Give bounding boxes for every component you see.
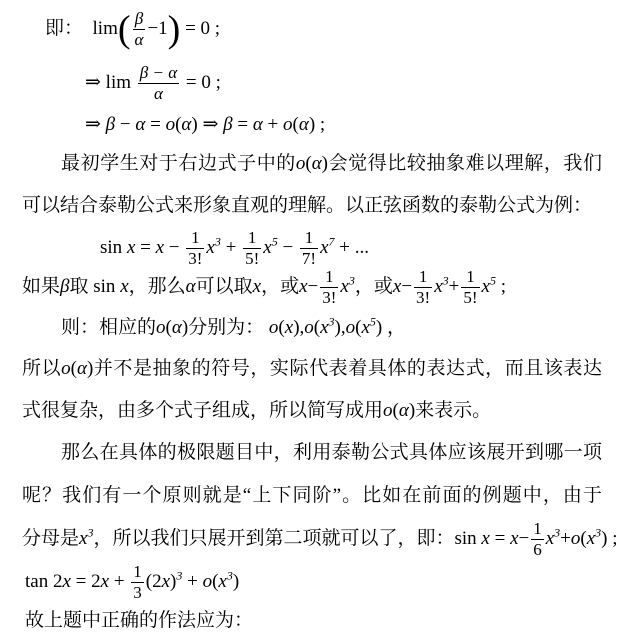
fraction — [186, 228, 204, 269]
text-run: 如果 — [22, 276, 61, 297]
math-run: = — [489, 528, 511, 549]
math-run: (2 — [145, 571, 162, 592]
math-run: x — [120, 276, 129, 297]
math-run: α — [76, 358, 87, 379]
math-run: = 0 ; — [180, 18, 221, 39]
math-run: ( — [278, 317, 285, 338]
math-run: ( — [305, 153, 312, 174]
math-run: = — [232, 114, 253, 135]
math-run: x — [481, 528, 490, 549]
math-run: x — [252, 276, 262, 297]
math-run: x — [392, 276, 402, 297]
math-run: = — [135, 237, 156, 258]
math-run: + — [109, 571, 130, 592]
math-run: α — [135, 114, 146, 135]
superscript: 5 — [271, 234, 278, 249]
fraction-numerator: 1 — [304, 228, 314, 248]
superscript: 3 — [348, 273, 355, 288]
math-run: o — [295, 153, 306, 174]
fraction-denominator: 3! — [188, 249, 203, 269]
math-run: ( — [117, 8, 131, 51]
math-run: x — [126, 237, 136, 258]
math-run: ) — [375, 317, 387, 338]
math-run: − — [518, 528, 530, 549]
math-run: β — [223, 114, 233, 135]
fraction-denominator: 6 — [533, 540, 542, 560]
math-run: o — [156, 317, 166, 338]
math-run: ) ; — [308, 114, 326, 135]
fraction-numerator: 1 — [533, 519, 542, 539]
text-run: 并不是抽象的符号，实际代表着具体的表达式，而且该表达 — [93, 358, 602, 379]
math-run: β — [105, 114, 116, 135]
math-run: ; — [495, 276, 506, 297]
fraction-numerator: 1 — [191, 228, 200, 248]
math-run: α — [171, 317, 182, 338]
math-run: o — [61, 358, 71, 379]
fraction — [131, 562, 144, 603]
fraction-numerator: 1 — [466, 267, 475, 287]
text-run: ，那么 — [128, 276, 186, 297]
math-run: = 0 ; — [181, 72, 221, 93]
math-run: x — [263, 237, 272, 258]
math-run: −1 — [147, 18, 168, 39]
math-run: ( — [580, 528, 587, 549]
math-run: o — [268, 317, 279, 338]
fraction-denominator: 7! — [301, 249, 317, 269]
math-run: α — [181, 114, 192, 135]
math-run: ( — [212, 571, 219, 592]
fraction-numerator: 1 — [247, 228, 257, 248]
text-run: 会觉得比较抽象难以理解，我们 — [328, 153, 602, 174]
math-run: ) ⇒ — [191, 114, 224, 135]
superscript: 3 — [214, 234, 221, 249]
text-run: ，或 — [261, 276, 300, 297]
math-run: ) — [232, 571, 240, 592]
math-run: o — [202, 571, 213, 592]
math-run: + — [448, 276, 460, 297]
fraction — [243, 228, 261, 269]
math-run: ( — [70, 358, 77, 379]
paragraph-line-shihen — [22, 399, 491, 423]
text-run: ，或 — [354, 276, 393, 297]
math-run: o — [304, 317, 314, 338]
math-run: + — [560, 528, 571, 549]
text-run: 来表示。 — [415, 400, 492, 421]
math-run: ⇒ lim — [85, 72, 136, 93]
math-run: α — [185, 276, 196, 297]
fraction-numerator: β — [134, 9, 144, 29]
math-run: tan 2 — [25, 571, 63, 592]
math-run: o — [283, 114, 293, 135]
math-run: sin — [100, 237, 127, 258]
math-run: − — [277, 237, 298, 258]
fraction — [320, 267, 338, 308]
math-run: α — [398, 400, 409, 421]
text-run: ， — [386, 317, 406, 338]
paragraph-line-name — [22, 441, 602, 465]
text-run: 故上题中正确的作法应为： — [25, 610, 254, 631]
math-run: ( — [313, 317, 321, 338]
math-run: x — [62, 571, 71, 592]
equation-line-sinx-taylor — [100, 226, 369, 270]
fraction-numerator: β − α — [139, 63, 178, 83]
math-run: β — [60, 276, 70, 297]
math-run: x — [284, 317, 294, 338]
paragraph-line-fenmu — [22, 518, 618, 560]
paragraph-line-ze — [22, 316, 406, 340]
equation-line-tan2x — [25, 561, 239, 603]
superscript: 3 — [595, 525, 602, 540]
text-run: 可以取 — [195, 276, 253, 297]
equation-line-implies-lim — [85, 60, 221, 106]
math-run: − — [164, 237, 185, 258]
superscript: 3 — [87, 525, 94, 540]
fraction — [133, 9, 146, 50]
text-run: 分母是 — [22, 528, 80, 549]
text-run: 最初学生对于右边式子中的 — [61, 153, 296, 174]
math-run: o — [345, 317, 356, 338]
math-run: + — [182, 571, 203, 592]
math-run: ) — [167, 8, 181, 51]
math-run: + ... — [334, 237, 369, 258]
math-run: α — [298, 114, 309, 135]
math-run: lim — [92, 18, 118, 39]
math-run: ( — [292, 114, 299, 135]
math-run: x — [586, 528, 596, 549]
paragraph-line-suoyi — [22, 357, 602, 381]
paragraph-line-gushang — [25, 609, 253, 633]
math-run: sin — [93, 276, 121, 297]
text-run: 所以 — [22, 358, 62, 379]
fraction-denominator: α — [138, 83, 179, 104]
fraction — [414, 267, 432, 308]
text-run: 那么在具体的极限题目中，利用泰勒公式具体应该展开到哪一项 — [61, 442, 602, 463]
superscript: 3 — [176, 568, 183, 583]
math-run: ) ; — [601, 528, 618, 549]
math-run: ), — [293, 317, 305, 338]
superscript: 7 — [328, 234, 335, 249]
fraction-numerator: 1 — [133, 562, 142, 582]
math-run: ⇒ — [85, 114, 106, 135]
math-run: x — [340, 276, 349, 297]
math-run: o — [570, 528, 581, 549]
fraction-denominator: 3 — [133, 583, 142, 603]
text-run: 式很复杂，由多个式子组成，所以简写成用 — [22, 400, 384, 421]
superscript: 3 — [442, 273, 449, 288]
math-run: ) — [181, 317, 189, 338]
math-run: x — [361, 317, 370, 338]
paragraph-line-keyi — [22, 194, 592, 218]
superscript: 3 — [554, 525, 561, 540]
math-run: α — [252, 114, 263, 135]
equation-line-beta-alpha — [85, 112, 325, 138]
text-run: 即： — [45, 18, 93, 39]
paragraph-line-ne — [22, 484, 602, 508]
text-run: 分别为： — [188, 317, 269, 338]
math-run: x — [79, 528, 88, 549]
text-run: 则：相应的 — [61, 317, 157, 338]
math-run: ), — [334, 317, 346, 338]
math-run: ) — [408, 400, 416, 421]
fraction-denominator: 3! — [322, 288, 337, 308]
math-run: = — [145, 114, 166, 135]
text-run: 可以结合泰勒公式来形象直观的理解。以正弦函数的泰勒公式为例： — [22, 195, 593, 216]
math-run: x — [155, 237, 165, 258]
math-run: ) — [321, 153, 328, 174]
fraction-denominator: 3! — [416, 288, 431, 308]
math-run: − — [307, 276, 319, 297]
math-run: + — [220, 237, 242, 258]
superscript: 5 — [489, 273, 496, 288]
superscript: 3 — [226, 568, 233, 583]
math-run: x — [218, 571, 227, 592]
math-run: sin — [454, 528, 482, 549]
math-run: o — [383, 400, 393, 421]
math-run: − — [115, 114, 136, 135]
math-run: ) — [86, 358, 94, 379]
math-run: = 2 — [70, 571, 101, 592]
math-run: x — [100, 571, 110, 592]
fraction — [531, 519, 544, 560]
math-run: ( — [165, 317, 172, 338]
text-run: ，所以我们只展开到第二项就可以了，即： — [93, 528, 455, 549]
math-run: x — [206, 237, 215, 258]
math-run: x — [545, 528, 555, 549]
paragraph-line-ruguo — [22, 266, 506, 308]
math-run: x — [434, 276, 443, 297]
math-run: + — [262, 114, 284, 135]
math-run: ( — [175, 114, 182, 135]
fraction-denominator: 5! — [463, 288, 478, 308]
equation-line-ji-lim — [45, 6, 220, 52]
fraction-denominator: α — [134, 30, 144, 50]
text-run: 呢？我们有一个原则就是“上下同阶”。比如在前面的例题中，由于 — [22, 485, 602, 506]
math-run: x — [299, 276, 308, 297]
math-run: x — [161, 571, 171, 592]
math-run: x — [481, 276, 490, 297]
math-run: ) — [170, 571, 177, 592]
fraction-numerator: 1 — [418, 267, 428, 287]
fraction — [300, 228, 318, 269]
math-run: ( — [392, 400, 399, 421]
superscript: 5 — [369, 314, 376, 329]
text-run: 取 — [69, 276, 94, 297]
paragraph-line-zuichu — [22, 152, 602, 176]
fraction-numerator: 1 — [325, 267, 334, 287]
math-run: α — [311, 153, 322, 174]
superscript: 3 — [328, 314, 335, 329]
math-run: o — [165, 114, 176, 135]
math-run: x — [510, 528, 519, 549]
math-run: ( — [355, 317, 362, 338]
fraction-denominator: 5! — [245, 249, 260, 269]
fraction — [138, 63, 179, 104]
math-run: x — [320, 237, 329, 258]
math-run: − — [401, 276, 413, 297]
math-run: x — [320, 317, 329, 338]
fraction — [461, 267, 479, 308]
